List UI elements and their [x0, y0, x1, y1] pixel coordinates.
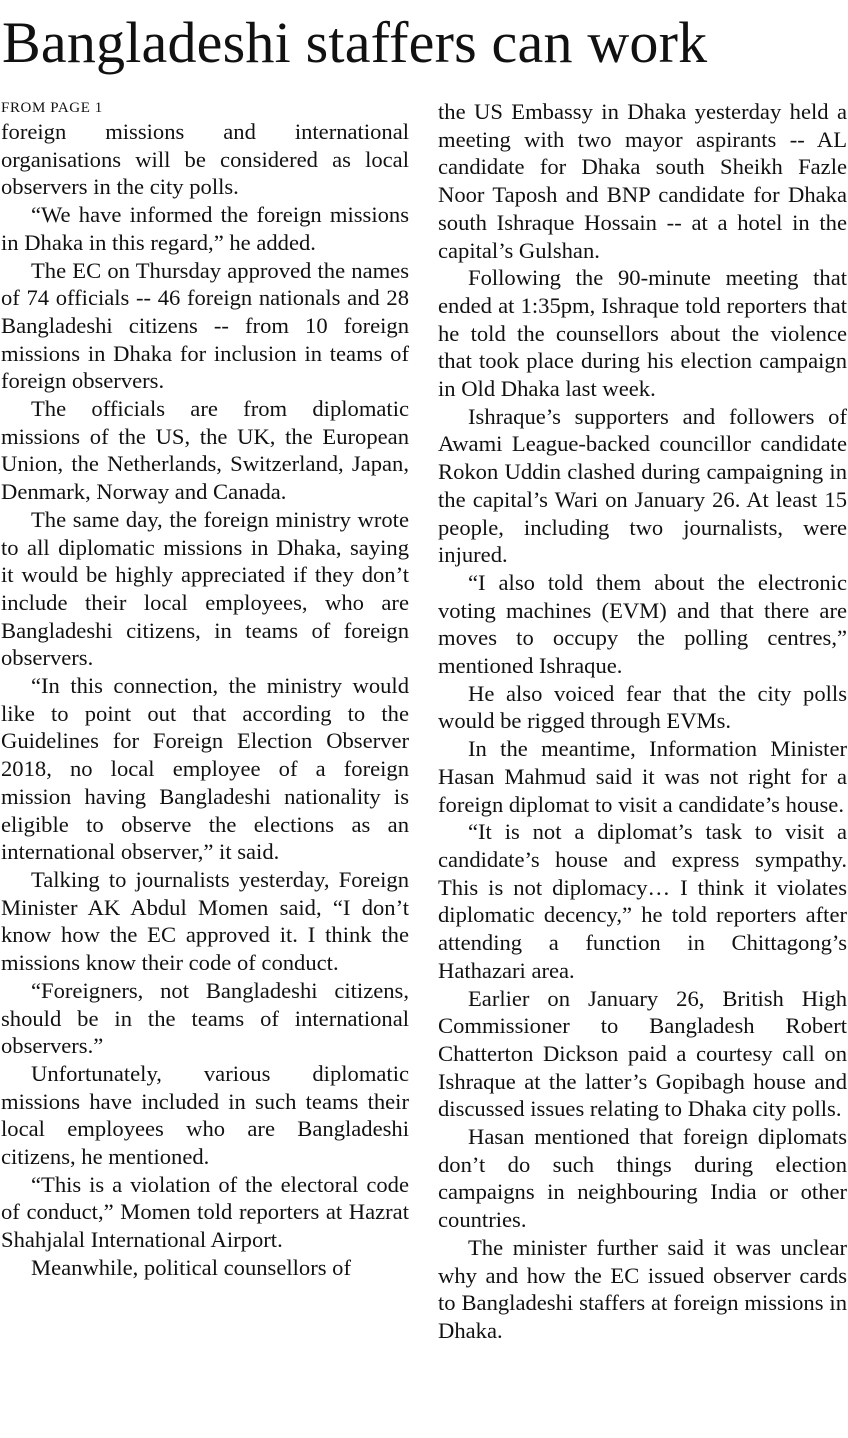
article-column-right — [438, 98, 847, 1345]
paragraph: Talking to journalists yesterday, Foreign Minister AK Abdul Momen said, “I don’t know how the EC approved it. I think the missions know their code of conduct. — [1, 866, 409, 976]
paragraph: Earlier on January 26, British High Commissioner to Bangladesh Robert Chatterton Dickson paid a courtesy call on Ishraque at the latter’s Gopibagh house and discussed issues relating to Dhaka city polls. — [438, 985, 847, 1122]
paragraph: In the meantime, Information Minister Hasan Mahmud said it was not right for a foreign diplomat to visit a candidate’s house. — [438, 736, 847, 817]
paragraph: Meanwhile, political counsellors of — [31, 1254, 351, 1280]
paragraph: “In this connection, the ministry would like to point out that according to the Guidelines for Foreign Election Observer 2018, no local employee of a foreign mission having Bangladeshi nationality is eligible to observe the elections as an international observer,” it said. — [1, 673, 409, 865]
paragraph: the US Embassy in Dhaka yesterday held a meeting with two mayor aspirants -- AL candidate for Dhaka south Sheikh Fazle Noor Taposh and BNP candidate for Dhaka south Ishraque Hossain -- at a hotel in the capital’s Gulshan. — [438, 99, 847, 263]
jump-line: FROM PAGE 1 — [1, 100, 103, 116]
paragraph: “I also told them about the electronic voting machines (EVM) and that there are moves to occupy the polling centres,” mentioned Ishraque. — [438, 569, 847, 679]
paragraph: “We have informed the foreign missions in Dhaka in this regard,” he added. — [1, 202, 409, 255]
paragraph: “It is not a diplomat’s task to visit a candidate’s house and express sympathy. This is not diplomacy… I think it violates diplomatic decency,” he told reporters after attending a function in Chittagong’s Hathazari area. — [438, 819, 847, 983]
paragraph: “This is a violation of the electoral code of conduct,” Momen told reporters at Hazrat Shahjalal International Airport. — [1, 1171, 409, 1253]
paragraph: foreign missions and international organisations will be considered as local observers in the city polls. — [1, 119, 409, 200]
paragraph: Unfortunately, various diplomatic missions have included in such teams their local employees who are Bangladeshi citizens, he mentioned. — [1, 1060, 409, 1170]
paragraph: “Foreigners, not Bangladeshi citizens, should be in the teams of international observers.” — [1, 977, 409, 1059]
paragraph: He also voiced fear that the city polls would be rigged through EVMs. — [438, 680, 847, 734]
paragraph: Following the 90-minute meeting that ended at 1:35pm, Ishraque told reporters that he told the counsellors about the violence that took place during his election campaign in Old Dhaka last week. — [438, 265, 847, 402]
paragraph: The EC on Thursday approved the names of 74 officials -- 46 foreign nationals and 28 Bangladeshi citizens -- from 10 foreign missions in Dhaka for inclusion in teams of foreign observers. — [1, 257, 409, 394]
headline: Bangladeshi staffers can work — [2, 10, 708, 75]
paragraph: The officials are from diplomatic missions of the US, the UK, the European Union, the Netherlands, Switzerland, Japan, Denmark, Norway and Canada. — [1, 396, 409, 505]
paragraph: Hasan mentioned that foreign diplomats don’t do such things during election campaigns in neighbouring India or other countries. — [438, 1124, 847, 1233]
paragraph: The minister further said it was unclear why and how the EC issued observer cards to Bangladeshi staffers at foreign missions in Dhaka. — [438, 1234, 847, 1343]
paragraph: The same day, the foreign ministry wrote to all diplomatic missions in Dhaka, saying it would be highly appreciated if they don’t include their local employees, who are Bangladeshi citizens, in teams of foreign observers. — [1, 506, 409, 671]
paragraph: Ishraque’s supporters and followers of Awami League-backed councillor candidate Rokon Uddin clashed during campaigning in the capital’s Wari on January 26. At least 15 people, including two journalists, were injured. — [438, 403, 847, 568]
article-column-left — [1, 98, 409, 1282]
